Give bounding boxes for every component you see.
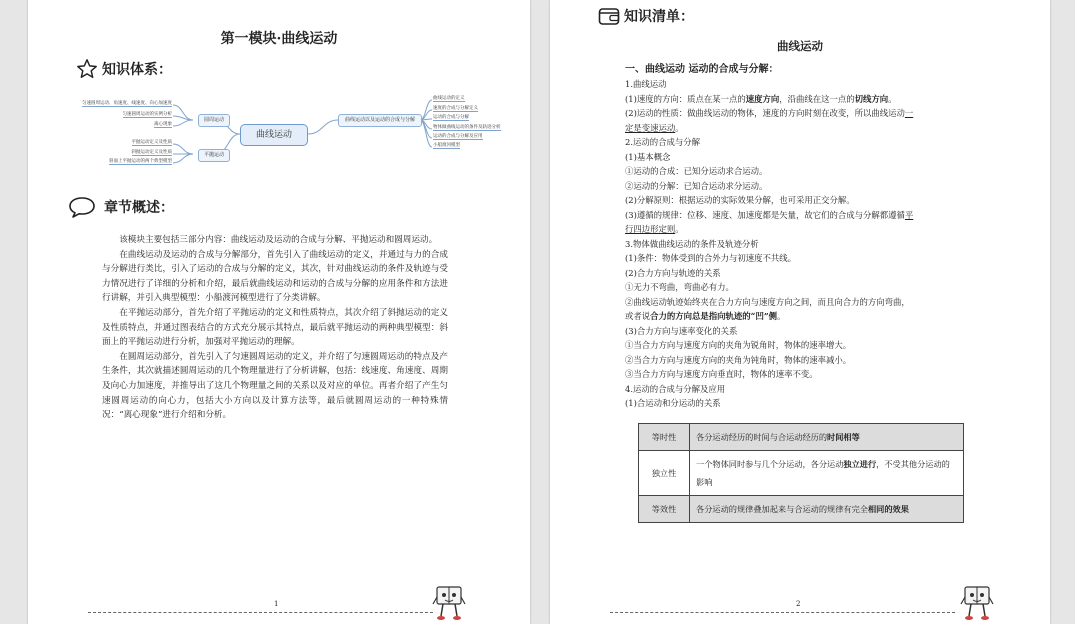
table-value: 各分运动经历的时间与合运动经历的时间相等 bbox=[690, 424, 964, 451]
overview-paragraph: 在曲线运动及运动的合成与分解部分，首先引入了曲线运动的定义，并通过与力的合成与分解进行类比，引入了运动的合成与分解的定义，其次，针对曲线运动的条件及轨迹与受力情况进行了详细的分析和介绍，最后就曲线运动和运动的合成与分解的应用条件和方法进行讲解，并引入典型模型：小船渡河模型进行了分类讲解。 bbox=[102, 249, 448, 304]
body-line: (2)合力方向与轨迹的关系 bbox=[625, 267, 721, 278]
mind-map-branch-circular: 圆周运动 bbox=[198, 114, 230, 127]
overview-paragraph: 该模块主要包括三部分内容：曲线运动及运动的合成与分解、平抛运动和圆周运动。 bbox=[119, 235, 438, 245]
table-key: 等效性 bbox=[639, 496, 690, 523]
body-line: ②当合力方向与速度方向的夹角为钝角时，物体的速率减小。 bbox=[625, 354, 852, 365]
body-line: ①当合力方向与速度方向的夹角为锐角时，物体的速率增大。 bbox=[625, 340, 852, 350]
body-line: (2)分解原则：根据运动的实际效果分解，也可采用正交分解。 bbox=[625, 195, 855, 205]
knowledge-list-body bbox=[625, 77, 985, 411]
body-line: ③当合力方向与速度方向垂直时，物体的速率不变。 bbox=[625, 369, 818, 379]
mind-map-leaf: 匀速圆周运动的实例分析 bbox=[122, 112, 172, 117]
mind-map-branch-projectile: 平抛运动 bbox=[198, 149, 230, 162]
table-row bbox=[639, 496, 964, 523]
overview-text bbox=[102, 233, 448, 423]
overview-paragraph: 在平抛运动部分，首先介绍了平抛运动的定义和性质特点，其次介绍了斜抛运动的定义及性质特点，并通过图表结合的方式充分展示其特点，最后就平抛运动的两种典型模型：斜面上的平抛运动进行分析，加强对平抛运动的理解。 bbox=[102, 307, 448, 348]
mind-map-leaf: 运动的合成与分解 bbox=[433, 115, 469, 120]
body-line: 4.运动的合成与分解及应用 bbox=[625, 383, 726, 394]
body-line: (1)合运动和分运动的关系 bbox=[625, 398, 721, 408]
body-line: (1)速度的方向：质点在某一点的速度方向，沿曲线在这一点的切线方向。 bbox=[625, 93, 897, 104]
body-line: ①无力不弯曲，弯曲必有力。 bbox=[625, 282, 734, 292]
body-line: 1.曲线运动 bbox=[625, 79, 667, 89]
body-line: 2.运动的合成与分解 bbox=[625, 137, 700, 147]
body-line: (3)遵循的规律：位移、速度、加速度都是矢量，故它们的合成与分解都遵循平 bbox=[625, 209, 914, 220]
mind-map-center: 曲线运动 bbox=[240, 124, 308, 146]
body-line: ②曲线运动轨迹始终夹在合力方向与速度方向之间，而且向合力的方向弯曲， bbox=[625, 296, 910, 307]
table-row bbox=[639, 424, 964, 451]
table-value: 各分运动的规律叠加起来与合运动的规律有完全相同的效果 bbox=[690, 496, 964, 523]
body-line: 3.物体做曲线运动的条件及轨迹分析 bbox=[625, 238, 759, 249]
mind-map-branch-curve: 曲线运动以及运动的合成与分解 bbox=[338, 114, 422, 127]
body-line: (1)基本概念 bbox=[625, 151, 671, 162]
page-title: 曲线运动 bbox=[777, 39, 823, 53]
book-mascot-icon bbox=[432, 585, 466, 624]
motion-relation-table bbox=[638, 423, 964, 523]
mind-map-leaf: 曲线运动的定义 bbox=[433, 96, 465, 101]
mind-map-leaf: 小船渡河模型 bbox=[433, 143, 460, 148]
document-page-1 bbox=[28, 0, 530, 624]
knowledge-list-heading: 知识清单： bbox=[598, 6, 694, 26]
body-line: ①运动的合成：已知分运动求合运动。 bbox=[625, 166, 768, 176]
overview-paragraph: 在圆周运动部分，首先引入了匀速圆周运动的定义，并介绍了匀速圆周运动的特点及产生条件，其次就描述圆周运动的几个物理量进行了分析讲解，包括：线速度、角速度、周期及向心力加速度，并推导出了这几个物理量之间的关系以及对应的单位。再者介绍了产生匀速圆周运动的向心力，包括大小方向以及计算方法等，最后就圆周运动的一种特殊情况：“离心现象”进行介绍和分析。 bbox=[102, 351, 448, 421]
page-number: 1 bbox=[274, 600, 279, 608]
mind-map-leaf: 物体做曲线运动的条件及轨迹分析 bbox=[433, 125, 501, 130]
knowledge-system-heading: 知识体系： bbox=[76, 58, 172, 80]
mind-map-leaf: 速度的合成与分解定义 bbox=[433, 106, 478, 111]
document-page-2 bbox=[550, 0, 1050, 624]
chapter-overview-heading: 章节概述： bbox=[68, 196, 174, 218]
star-icon bbox=[76, 58, 98, 80]
page-title: 第一模块·曲线运动 bbox=[220, 31, 338, 47]
body-line: (2)运动的性质：做曲线运动的物体，速度的方向时刻在改变，所以曲线运动一 bbox=[625, 108, 914, 118]
mind-map-leaf: 匀速圆周运动、角速度、线速度、向心加速度 bbox=[82, 101, 172, 106]
mind-map-leaf: 运动的合成与分解及应用 bbox=[433, 134, 483, 139]
book-mascot-icon bbox=[960, 585, 994, 624]
footer-divider bbox=[610, 612, 955, 613]
mind-map-leaf: 斜抛运动定义及性质 bbox=[131, 150, 172, 155]
mind-map-leaf: 离心现象 bbox=[154, 122, 172, 127]
table-key: 独立性 bbox=[639, 451, 690, 496]
wallet-icon bbox=[598, 6, 620, 26]
body-line: (1)条件：物体受到的合外力与初速度不共线。 bbox=[625, 253, 796, 263]
table-row bbox=[639, 451, 964, 496]
mind-map-leaf: 斜面上平抛运动的两个典型模型 bbox=[109, 159, 172, 164]
mind-map-leaf: 平抛运动定义及性质 bbox=[131, 140, 172, 145]
body-line: 定是变速运动。 bbox=[625, 122, 684, 133]
table-key: 等时性 bbox=[639, 424, 690, 451]
table-value: 一个物体同时参与几个分运动，各分运动独立进行，不受其他分运动的影响 bbox=[690, 451, 964, 496]
body-line: 行四边形定则。 bbox=[625, 224, 684, 234]
page-number: 2 bbox=[796, 600, 801, 608]
body-line: (3)合力方向与速率变化的关系 bbox=[625, 325, 738, 336]
speech-bubble-icon bbox=[68, 196, 96, 218]
mind-map bbox=[82, 92, 501, 172]
footer-divider bbox=[88, 612, 433, 613]
section-heading: 一、曲线运动 运动的合成与分解： bbox=[625, 64, 779, 75]
body-line: ②运动的分解：已知合运动求分运动。 bbox=[625, 180, 768, 191]
body-line: 或者说合力的方向总是指向轨迹的“凹”侧。 bbox=[625, 311, 786, 321]
